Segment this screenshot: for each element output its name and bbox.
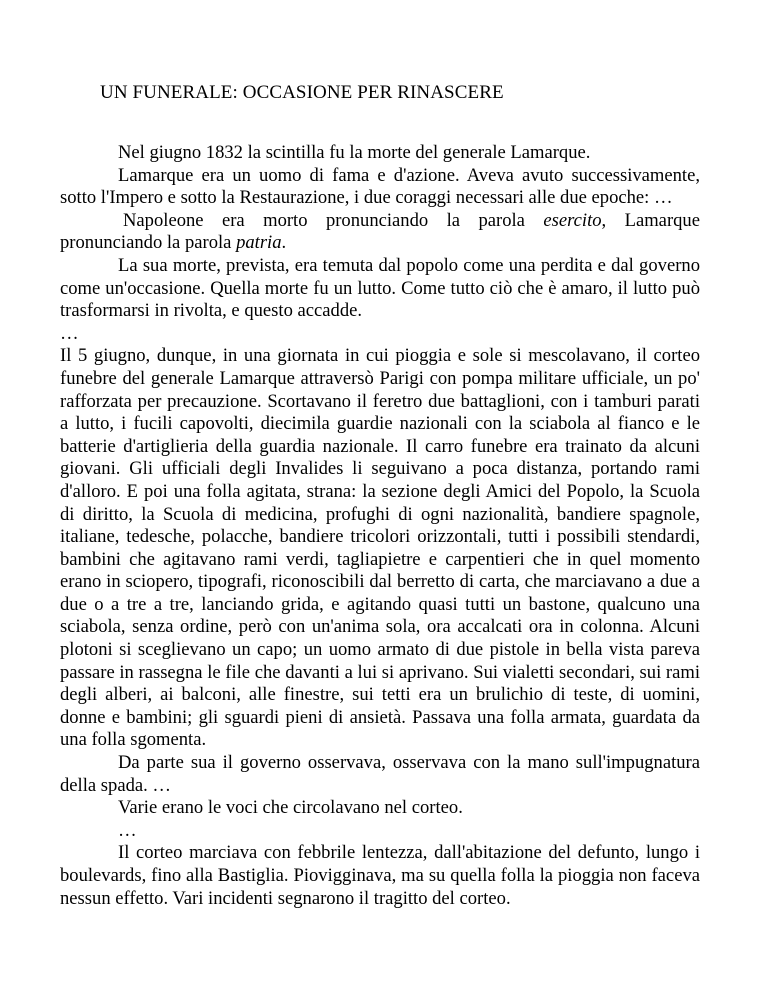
paragraph-3-part-1: Napoleone era morto pronunciando la parola bbox=[123, 209, 544, 231]
paragraph-5: Il 5 giugno, dunque, in una giornata in cui pioggia e sole si mescolavano, il corteo funebre del generale Lamarque attraversò Parigi con pompa militare ufficiale, un po' rafforzata per precauzione. Scortavano il feretro due battaglioni, con i tamburi parati a lutto, i fucili capovolti, diecimila guardie nazionali con la sciabola al fianco e le batterie d'artiglieria della guardia nazionale. Il carro funebre era trainato da alcuni giovani. Gli ufficiali degli Invalides li seguivano a poca distanza, portando rami d'alloro. E poi una folla agitata, strana: la sezione degli Amici del Popolo, la Scuola di diritto, la Scuola di medicina, profughi di ogni nazionalità, bandiere spagnole, italiane, tedesche, polacche, bandiere tricolori orizzontali, tutti i possibili stendardi, bambini che agitavano rami verdi, tagliapietre e carpentieri che in quel momento erano in sciopero, tipografi, riconoscibili dal berretto di carta, che marciavano a due a due o a tre a tre, lanciando grida, e agitando quasi tutti un bastone, qualcuno una sciabola, senza ordine, però con un'anima sola, ora accalcati ora in colonna. Alcuni plotoni si sceglievano un capo; un uomo armato di due pistole in bella vista pareva passare in rassegna le file che davanti a lui si aprivano. Sui vialetti secondari, sui rami degli alberi, ai balconi, alle finestre, sui tetti era un brulichio di teste, di uomini, donne e bambini; gli sguardi pieni di ansietà. Passava una folla armata, guardata da una folla sgomenta. bbox=[60, 345, 700, 751]
document-body bbox=[60, 142, 700, 910]
paragraph-8: Il corteo marciava con febbrile lentezza, dall'abitazione del defunto, lungo i boulevards, fino alla Bastiglia. Piovigginava, ma su quella folla la pioggia non faceva nessun effetto. Vari incidenti segnarono il tragitto del corteo. bbox=[60, 842, 700, 909]
paragraph-7: Varie erano le voci che circolavano nel corteo. bbox=[118, 797, 463, 819]
paragraph-6: Da parte sua il governo osservava, osservava con la mano sull'impugnatura della spada. … bbox=[60, 752, 700, 796]
paragraph-2: Lamarque era un uomo di fama e d'azione. Aveva avuto successivamente, sotto l'Impero e sotto la Restaurazione, i due coraggi necessari alle due epoche: … bbox=[60, 164, 700, 209]
document-title: UN FUNERALE: OCCASIONE PER RINASCERE bbox=[100, 82, 504, 103]
paragraph-3 bbox=[60, 210, 700, 255]
italic-word-esercito: esercito bbox=[543, 209, 602, 231]
ellipsis-2: … bbox=[118, 819, 137, 841]
paragraph-3-part-2: , Lamarque pronunciando la parola bbox=[60, 209, 700, 254]
italic-word-patria: patria bbox=[236, 232, 282, 254]
ellipsis-1: … bbox=[60, 322, 79, 344]
paragraph-1: Nel giugno 1832 la scintilla fu la morte del generale Lamarque. bbox=[118, 142, 591, 163]
paragraph-3-part-3: . bbox=[281, 232, 287, 254]
paragraph-4: La sua morte, prevista, era temuta dal popolo come una perdita e dal governo come un'occasione. Quella morte fu un lutto. Come tutto ciò che è amaro, il lutto può trasformarsi in rivolta, e questo accadde. bbox=[60, 254, 700, 322]
